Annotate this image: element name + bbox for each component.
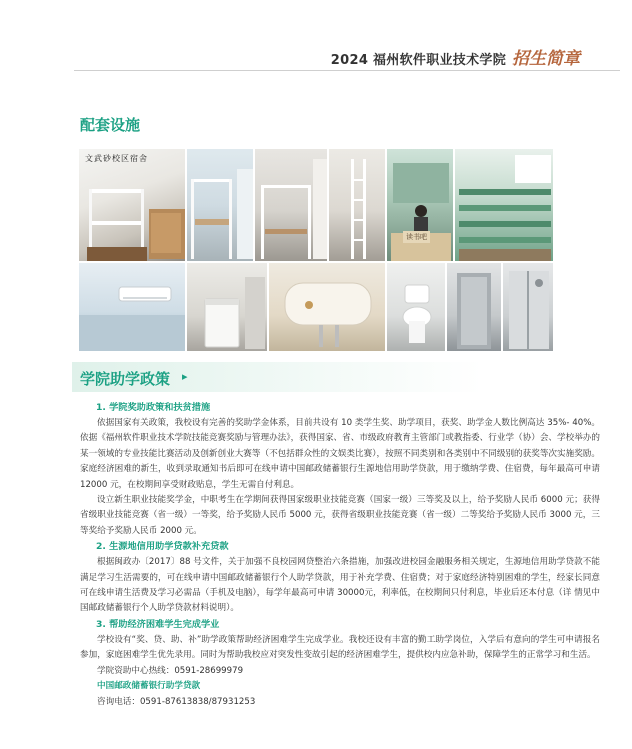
section-banner-financial-aid [72, 362, 620, 392]
subheading-hardship-support: 3. 帮助经济困难学生完成学业 [96, 618, 220, 630]
triangle-arrow-icon: ▸ [182, 370, 188, 383]
photo-toilet [386, 262, 446, 352]
text-line: 根据闽政办〔2017〕88 号文件，关于加强不良校园网贷整治六条措施，加强改进校园金融服务相关规定，生源 [97, 557, 523, 568]
photo-bathroom [446, 262, 502, 352]
text-line: 于家庭经济特别困难的学生，经家长同意可在线申请生活费及学习必需品（手机及电脑），每学年最高可申请 30000 [80, 572, 600, 599]
photo-washing-machine [186, 262, 268, 352]
photo-dormitory-ladder [328, 148, 386, 262]
text-line: 元，利率低，在校期间只付利息，毕业后还本付息（详 情见中国邮政储蓄银行个人助学贷款材料说明）。 [80, 588, 600, 614]
bank-loan-phone: 咨询电话：0591-87613838/87931253 [97, 696, 256, 707]
bunk-bed-icon [79, 149, 186, 262]
text-line: 生源地信用助学贷款，用于缴纳学费、住宿费，每年最高可申请 12000 元，在校期间享受财政贴息，学生无需自付利息。 [80, 464, 600, 490]
facilities-photo-grid [78, 148, 554, 352]
subheading-scholarship-policy: 1. 学院奖助政策和扶贫措施 [96, 402, 211, 413]
page-header [331, 44, 580, 69]
photo-dormitory-desk-beds [186, 148, 254, 262]
text-line: 意向的学生可申请报名参加，家庭困难学生优先录用。同时为帮助我校应对突发性变故引起的经济困难学生，提供校 [80, 634, 600, 661]
photo-dormitory-room [254, 148, 328, 262]
paragraph-hardship-support [80, 633, 600, 664]
header-script-title: 招生简章 [512, 49, 580, 69]
header-divider [74, 70, 620, 71]
photo-library-shelves [454, 148, 554, 262]
toilet-icon [387, 263, 446, 352]
financial-aid-body [80, 400, 600, 710]
text-line: 币 6000 元；获得省级职业技能竞赛（省一级）一等奖，给予奖励人民币 5000 元，获得省级职业技能竞赛（省一级） [80, 495, 600, 521]
shower-icon [503, 263, 554, 352]
photo-reading-room [386, 148, 454, 262]
text-line: 达 35%- 40%。依据《福州软件职业技术学院技能竞赛奖励与管理办法》，获得国家、省、市级政府教育主管部门或教指委、 [80, 418, 600, 444]
text-line: 依据国家有关政策，我校设有完善的奖助学金体系，目前共设有 10 类学生奖、助学项目，获奖、助学金人数比例高 [97, 418, 536, 428]
text-line: 行业学（协）会、学校举办的某一领域的专业技能比赛活动及创新创业大赛等（不包括群众性的文娱类比赛），按照不同 [80, 433, 600, 459]
subheading-supplementary-loan: 2. 生源地信用助学贷款补充贷款 [96, 541, 229, 553]
text-line: 二等奖给予奖励人民币 3000 元，三等奖给予奖励人民币 2000 元。 [80, 510, 600, 536]
section-title-facilities: 配套设施 [80, 116, 141, 134]
photo-water-heater [268, 262, 386, 352]
text-line: 学校设有“奖、贷、助、补”助学政策帮助经济困难学生完成学业。我校还设有丰富的勤工助学岗位，入学后有 [97, 634, 514, 645]
paragraph-skill-award [80, 493, 600, 539]
reading-room-sign: 读书吧 [403, 231, 430, 243]
photo-shower-room [502, 262, 554, 352]
paragraph-supplementary-loan [80, 555, 600, 617]
photo-air-conditioner [78, 262, 186, 352]
bookshelf-icon [455, 149, 554, 262]
section-title-financial-aid: 学院助学政策 [80, 370, 171, 388]
header-title: 2024 福州软件职业技术学院 [330, 53, 506, 68]
aid-center-hotline: 学院资助中心热线：0591-28699979 [97, 665, 244, 676]
photo-caption: 文武砂校区宿舍 [85, 154, 148, 163]
desk-bed-icon [187, 149, 254, 262]
text-line: 内应急补助，保障学生的正常学习和生活。 [432, 650, 596, 661]
bathroom-door-icon [447, 263, 502, 352]
text-line: 类别和各类别中不同级别的获奖等次实施奖励。家庭经济困难的新生，收到录取通知书后即可在线申请中国邮政储蓄银行 [80, 448, 600, 475]
paragraph-scholarship [80, 416, 600, 493]
photo-dormitory-bunk-beds [78, 148, 186, 262]
reading-counter-icon [387, 149, 454, 262]
air-conditioner-icon [79, 263, 186, 352]
bank-loan-title: 中国邮政储蓄银行助学贷款 [97, 681, 201, 692]
water-heater-icon [269, 263, 386, 352]
text-line: 设立新生职业技能奖学金，中职考生在学期间获得国家级职业技能竞赛（国家一级）三等奖及以上，给予奖励人民 [97, 495, 530, 506]
text-line: 地信用助学贷款不能满足学习生活需要的，可在线申请中国邮政储蓄银行个人助学贷款，用于补充学费、住宿费；对 [80, 557, 600, 583]
bed-frame-icon [255, 149, 328, 262]
washing-machine-icon [187, 263, 268, 352]
ladder-icon [329, 149, 386, 262]
